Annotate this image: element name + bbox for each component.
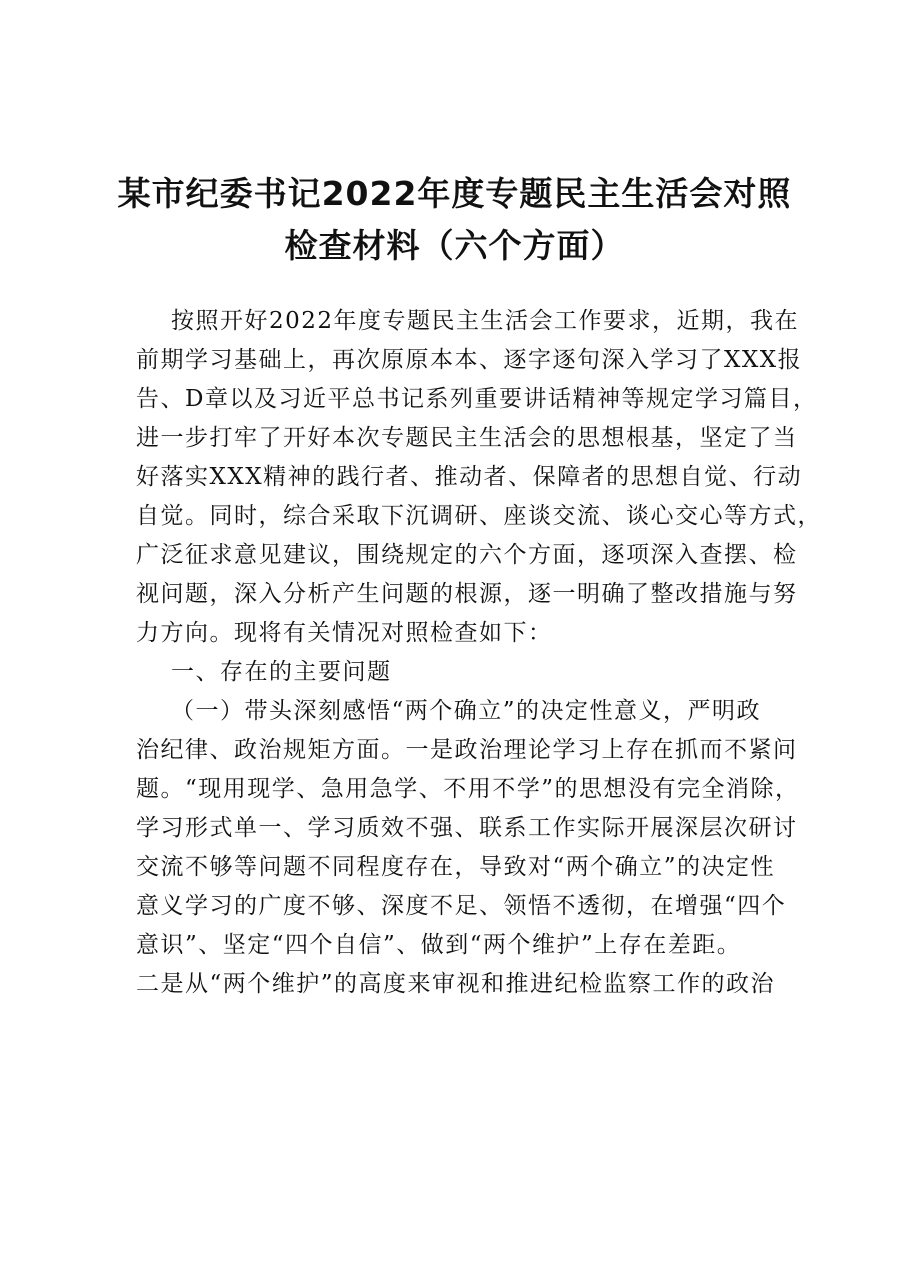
paragraph-item-1-line-4: 学习形式单一、学习质效不强、联系工作实际开展深层次研讨 (136, 815, 798, 841)
paragraph-item-1-line-6: 意义学习的广度不够、深度不足、领悟不透彻，在增强“四个 (136, 893, 787, 919)
title-line-1: 某市纪委书记2022年度专题民主生活会对照 (117, 174, 792, 213)
paragraph-item-1-line-7: 意识”、坚定“四个自信”、做到“两个维护”上存在差距。 (136, 932, 742, 958)
paragraph-intro-line-7: 广泛征求意见建议，围绕规定的六个方面，逐项深入查摆、检 (136, 542, 798, 568)
document-title (90, 168, 819, 272)
paragraph-item-1-line-2: 治纪律、政治规矩方面。一是政治理论学习上存在抓而不紧问 (136, 737, 798, 763)
paragraph-item-1-line-1: （一）带头深刻感悟“两个确立”的决定性意义，严明政 (171, 698, 762, 724)
paragraph-item-1-line-3: 题。“现用现学、急用急学、不用不学”的思想没有完全消除， (136, 776, 800, 802)
paragraph-intro-line-1: 按照开好2022年度专题民主生活会工作要求，近期，我在 (171, 308, 800, 334)
paragraph-item-1-line-5: 交流不够等问题不同程度存在，导致对“两个确立”的决定性 (136, 854, 776, 880)
paragraph-intro-line-6: 自觉。同时，综合采取下沉调研、座谈交流、谈心交心等方式， (136, 503, 822, 529)
paragraph-item-1-line-8: 二是从“两个维护”的高度来审视和推进纪检监察工作的政治 (136, 971, 776, 997)
title-line-2: 检查材料（六个方面） (284, 226, 625, 265)
paragraph-intro-line-2: 前期学习基础上，再次原原本本、逐字逐句深入学习了XXX报 (136, 347, 803, 373)
paragraph-intro-line-8: 视问题，深入分析产生问题的根源，逐一明确了整改措施与努 (136, 581, 798, 607)
document-body (136, 302, 822, 1004)
section-heading-1: 一、存在的主要问题 (171, 659, 392, 685)
paragraph-intro-line-9: 力方向。现将有关情况对照检查如下： (136, 620, 553, 646)
paragraph-intro-line-3: 告、D章以及习近平总书记系列重要讲话精神等规定学习篇目， (136, 386, 818, 412)
paragraph-intro-line-4: 进一步打牢了开好本次专题民主生活会的思想根基，坚定了当 (136, 425, 798, 451)
paragraph-intro-line-5: 好落实XXX精神的践行者、推动者、保障者的思想自觉、行动 (136, 464, 803, 490)
